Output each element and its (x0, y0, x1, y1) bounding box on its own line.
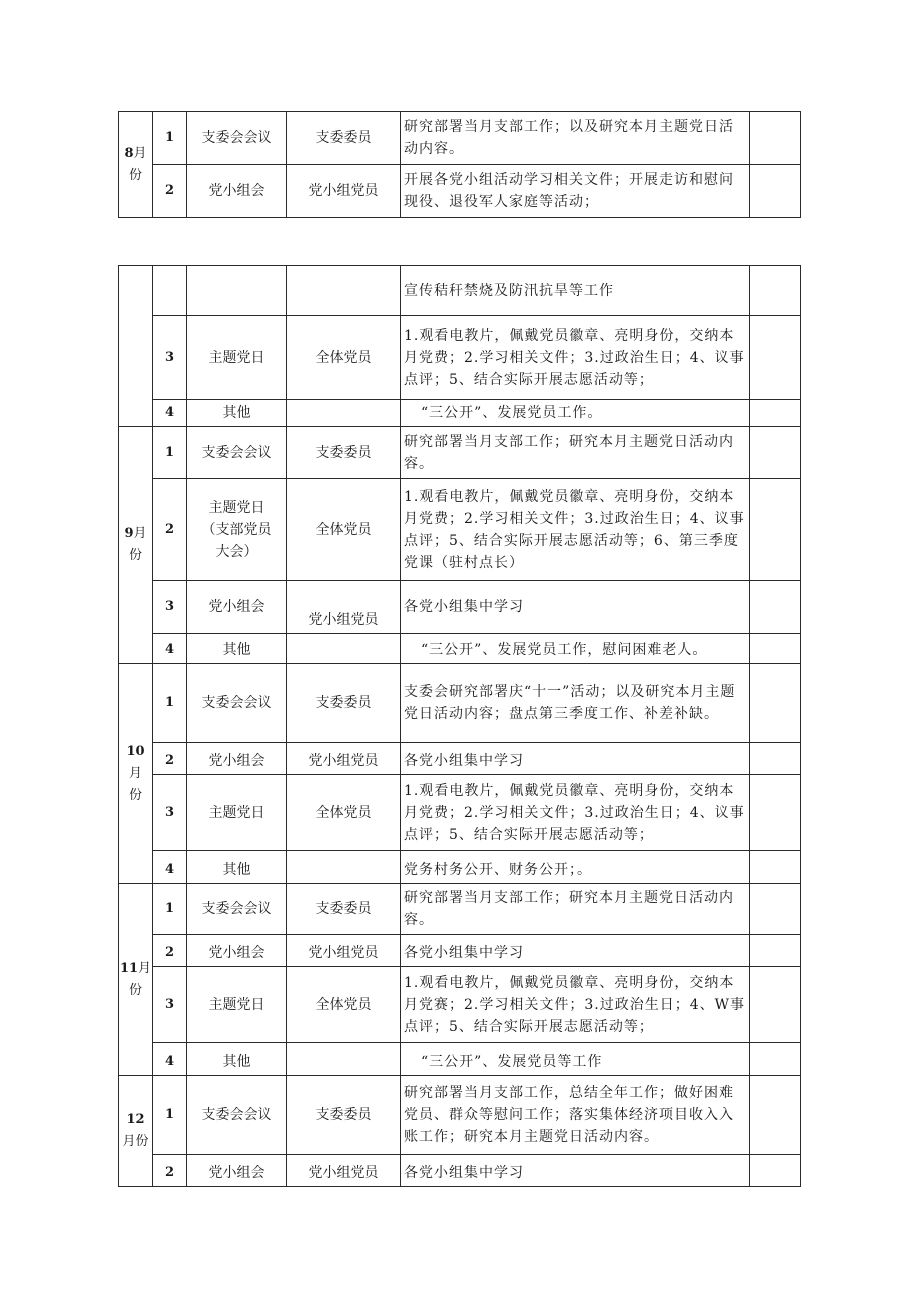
note-cell (750, 1043, 801, 1076)
month-unit: 月 (133, 145, 147, 161)
row-number: 1 (153, 1076, 187, 1155)
month-cell-august-cont (119, 266, 153, 427)
activity-type: 主题党日 (187, 316, 287, 400)
row-number (153, 266, 187, 316)
note-cell (750, 581, 801, 634)
note-cell (750, 479, 801, 581)
activity-type: 党小组会 (187, 1155, 287, 1187)
participants (287, 1043, 401, 1076)
participants: 全体党员 (287, 967, 401, 1043)
participants (287, 266, 401, 316)
participants: 党小组党员 (287, 743, 401, 775)
note-cell (750, 743, 801, 775)
note-cell (750, 851, 801, 884)
activity-type: 主题党日 (187, 967, 287, 1043)
activity-type: 其他 (187, 851, 287, 884)
month-suffix: 份 (128, 548, 142, 563)
activity-content: “三公开”、发展党员等工作 (401, 1043, 750, 1076)
row-number: 2 (153, 1155, 187, 1187)
activity-content: 1.观看电教片，佩戴党员徽章、亮明身份，交纳本月党赛；2.学习相关文件；3.过政治生日；4、W事点评；5、结合实际开展志愿活动等； (401, 967, 750, 1043)
row-number: 2 (153, 743, 187, 775)
row-number: 2 (153, 165, 187, 218)
row-number: 3 (153, 967, 187, 1043)
month-unit: 月 (138, 961, 152, 976)
activity-type: 党小组会 (187, 581, 287, 634)
activity-type: 党小组会 (187, 165, 287, 218)
row-number: 1 (153, 884, 187, 935)
row-number: 1 (153, 112, 187, 165)
activity-content: 研究部署当月支部工作；研究本月主题党日活动内容。 (401, 884, 750, 935)
activity-type: 其他 (187, 400, 287, 427)
month-number: 11 (119, 961, 139, 976)
participants: 支委委员 (287, 884, 401, 935)
note-cell (750, 266, 801, 316)
note-cell (750, 935, 801, 967)
participants: 全体党员 (287, 479, 401, 581)
activity-content: “三公开”、发展党员工作，慰问困难老人。 (401, 634, 750, 664)
note-cell (750, 1155, 801, 1187)
month-unit: 月 (133, 526, 147, 541)
month-suffix: 份 (128, 787, 142, 803)
activity-content: 研究部署当月支部工作；以及研究本月主题党日活动内容。 (401, 112, 750, 165)
month-number: 12 (126, 1112, 145, 1127)
month-suffix: 份 (128, 167, 142, 183)
activity-type-line: 大会） (215, 543, 258, 560)
participants: 全体党员 (287, 316, 401, 400)
note-cell (750, 884, 801, 935)
month-unit: 月 (128, 765, 142, 781)
row-number: 1 (153, 427, 187, 479)
note-cell (750, 664, 801, 743)
activity-type-multiline (187, 479, 287, 581)
activity-content: 各党小组集中学习 (401, 743, 750, 775)
row-number: 4 (153, 634, 187, 664)
activity-content: 各党小组集中学习 (401, 1155, 750, 1187)
note-cell (750, 400, 801, 427)
activity-type: 主题党日 (187, 775, 287, 851)
note-cell (750, 165, 801, 218)
activity-content: 1.观看电教片，佩戴党员徽章、亮明身份，交纳本月党费；2.学习相关文件；3.过政治生日；4、议事点评；5、结合实际开展志愿活动等； (401, 775, 750, 851)
activity-type: 支委会会议 (187, 664, 287, 743)
row-number: 3 (153, 316, 187, 400)
participants: 党小组党员 (287, 1155, 401, 1187)
row-number: 4 (153, 1043, 187, 1076)
month-suffix: 月份 (122, 1134, 149, 1149)
participants: 支委委员 (287, 664, 401, 743)
activity-type-line: 主题党日 (208, 499, 265, 516)
activity-content: 研究部署当月支部工作，总结全年工作；做好困难党员、群众等慰问工作；落实集体经济项目收入入账工作；研究本月主题党日活动内容。 (401, 1076, 750, 1155)
participants: 支委委员 (287, 1076, 401, 1155)
month-cell-december (119, 1076, 153, 1187)
activity-content: 各党小组集中学习 (401, 581, 750, 634)
row-number: 3 (153, 581, 187, 634)
activity-type: 其他 (187, 1043, 287, 1076)
activity-type: 其他 (187, 634, 287, 664)
participants (287, 634, 401, 664)
month-number: 10 (126, 743, 145, 759)
activity-type-line: （支部党员 (201, 521, 272, 538)
participants: 全体党员 (287, 775, 401, 851)
activity-content: 党务村务公开、财务公开；。 (401, 851, 750, 884)
activity-type: 党小组会 (187, 743, 287, 775)
month-number: 9 (124, 526, 134, 541)
row-number: 4 (153, 400, 187, 427)
note-cell (750, 316, 801, 400)
activity-type (187, 266, 287, 316)
month-cell-october (119, 664, 153, 884)
activity-content: “三公开”、发展党员工作。 (401, 400, 750, 427)
month-cell-august (119, 112, 153, 218)
plan-table-august (118, 111, 801, 218)
note-cell (750, 112, 801, 165)
note-cell (750, 427, 801, 479)
note-cell (750, 967, 801, 1043)
plan-table-main (118, 265, 801, 1187)
participants: 党小组党员 (287, 165, 401, 218)
activity-type: 支委会会议 (187, 112, 287, 165)
note-cell (750, 634, 801, 664)
activity-type: 党小组会 (187, 935, 287, 967)
participants: 支委委员 (287, 427, 401, 479)
note-cell (750, 775, 801, 851)
note-cell (750, 1076, 801, 1155)
row-number: 2 (153, 935, 187, 967)
row-number: 4 (153, 851, 187, 884)
month-cell-september (119, 427, 153, 664)
participants (287, 851, 401, 884)
activity-content: 研究部署当月支部工作；研究本月主题党日活动内容。 (401, 427, 750, 479)
month-number: 8 (124, 145, 134, 161)
row-number: 1 (153, 664, 187, 743)
month-suffix: 份 (128, 983, 142, 998)
activity-content: 各党小组集中学习 (401, 935, 750, 967)
participants: 党小组党员 (287, 935, 401, 967)
activity-type: 支委会会议 (187, 427, 287, 479)
row-number: 3 (153, 775, 187, 851)
row-number: 2 (153, 479, 187, 581)
activity-content: 支委会研究部署庆“十一”活动；以及研究本月主题党日活动内容；盘点第三季度工作、补差补缺。 (401, 664, 750, 743)
activity-content: 1.观看电教片，佩戴党员徽章、亮明身份，交纳本月党费；2.学习相关文件；3.过政治生日；4、议事点评；5、结合实际开展志愿活动等；6、第三季度党课（驻村点长） (401, 479, 750, 581)
participants: 党小组党员 (287, 581, 401, 634)
activity-content: 宣传秸秆禁烧及防汛抗旱等工作 (401, 266, 750, 316)
activity-content: 1.观看电教片，佩戴党员徽章、亮明身份，交纳本月党费；2.学习相关文件；3.过政治生日；4、议事点评；5、结合实际开展志愿活动等； (401, 316, 750, 400)
activity-content: 开展各党小组活动学习相关文件；开展走访和慰问现役、退役军人家庭等活动； (401, 165, 750, 218)
activity-type: 支委会会议 (187, 884, 287, 935)
participants: 支委委员 (287, 112, 401, 165)
month-cell-november (119, 884, 153, 1076)
participants (287, 400, 401, 427)
activity-type: 支委会会议 (187, 1076, 287, 1155)
